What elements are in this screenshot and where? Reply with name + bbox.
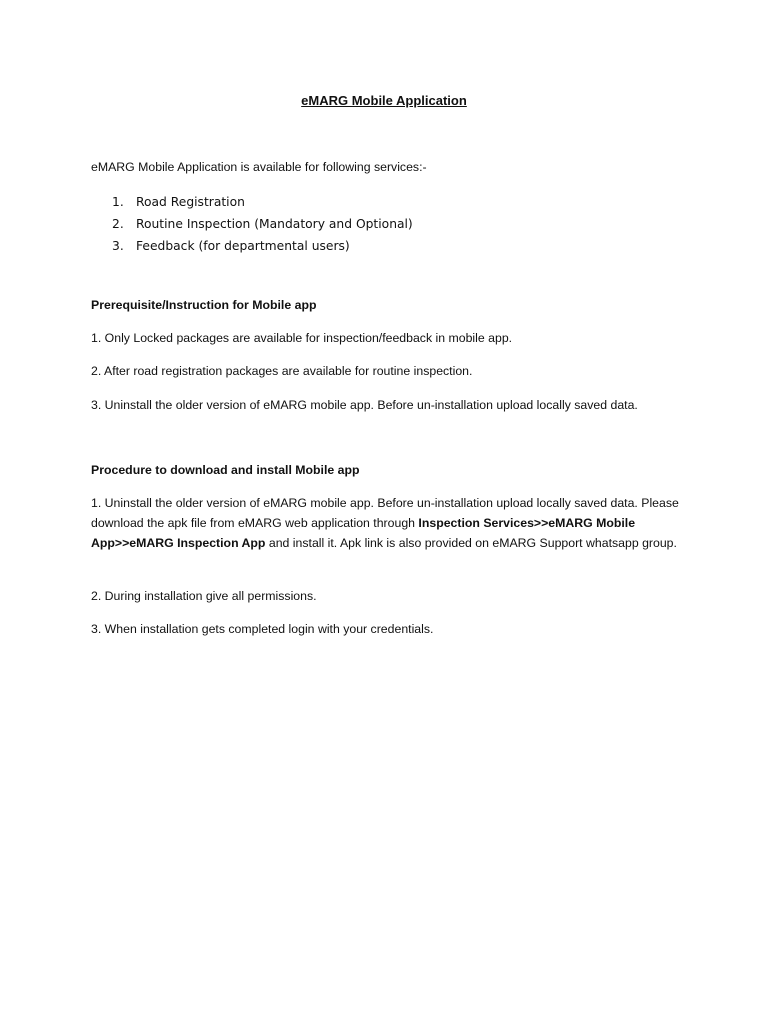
prerequisite-item: 3. Uninstall the older version of eMARG mobile app. Before un-installation upload locally saved data. [91,398,638,412]
list-label: Feedback (for departmental users) [136,239,350,253]
prerequisite-item: 2. After road registration packages are available for routine inspection. [91,364,473,378]
procedure-item [91,493,681,553]
list-label: Routine Inspection (Mandatory and Optional) [136,217,413,231]
list-label: Road Registration [136,195,245,209]
procedure-item: 3. When installation gets completed login with your credentials. [91,622,434,636]
page-title: eMARG Mobile Application [301,93,467,108]
list-item [112,213,413,235]
list-item [112,235,413,257]
intro-text: eMARG Mobile Application is available for following services:- [91,160,427,174]
prerequisite-heading: Prerequisite/Instruction for Mobile app [91,298,317,312]
procedure-item: 2. During installation give all permissions. [91,589,317,603]
menu-path-text: Inspection Services>>eMARG Mobile App>>eMARG Inspection App [91,516,636,550]
procedure-text: and install it. Apk link is also provided on eMARG Support whatsapp group. [265,536,677,550]
services-list [112,191,413,257]
procedure-text: 1. Uninstall the older version of eMARG mobile app. Before un-installation upload locally saved data. Please download the apk file from eMARG web application through [91,496,679,530]
list-number: 3. [112,239,124,253]
procedure-heading: Procedure to download and install Mobile app [91,463,360,477]
list-number: 2. [112,217,124,231]
list-number: 1. [112,195,124,209]
list-item [112,191,413,213]
prerequisite-item: 1. Only Locked packages are available for inspection/feedback in mobile app. [91,331,513,345]
